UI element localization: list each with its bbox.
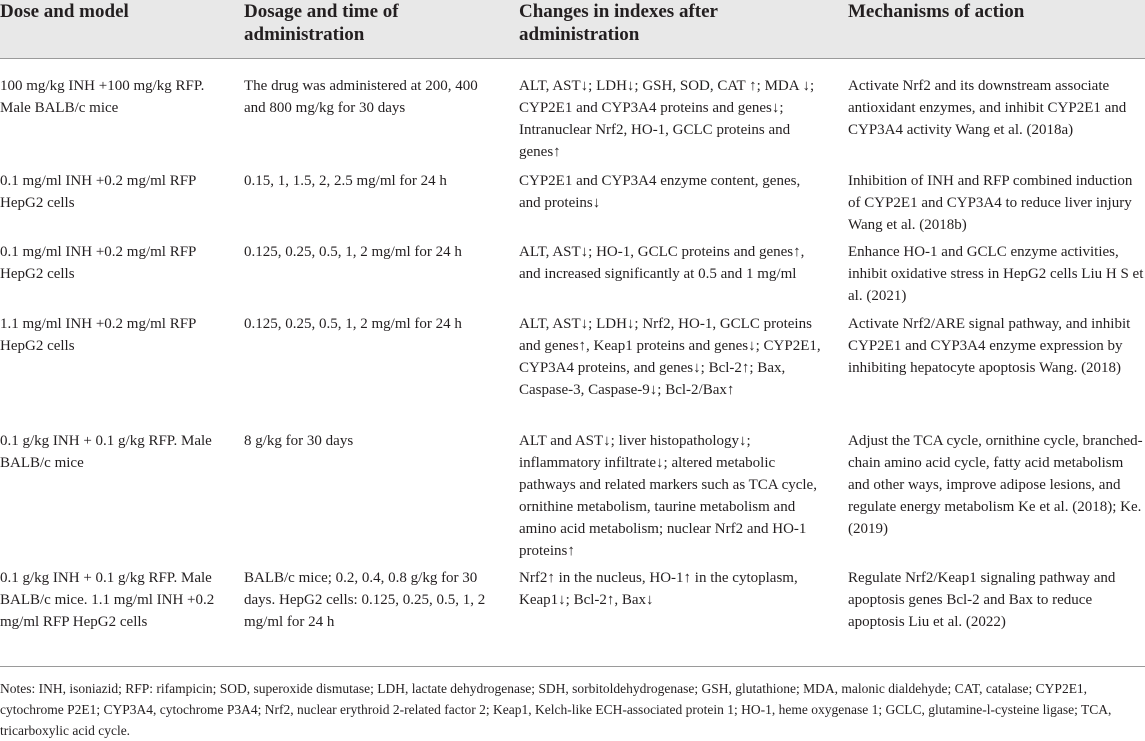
table-cell-dose-model: 0.1 mg/ml INH +0.2 mg/ml RFP HepG2 cells [0,173,196,211]
table-cell-dosage-time: 0.125, 0.25, 0.5, 1, 2 mg/ml for 24 h [244,244,462,260]
table-cell-dosage-time: BALB/c mice; 0.2, 0.4, 0.8 g/kg for 30 days. HepG2 cells: 0.125, 0.25, 0.5, 1, 2 mg/ml for 24 h [244,570,486,630]
table-cell-dosage-time: 0.15, 1, 1.5, 2, 2.5 mg/ml for 24 h [244,173,447,189]
header-dose-model: Dose and model [0,1,129,22]
table-cell-changes: ALT, AST↓; LDH↓; Nrf2, HO-1, GCLC proteins and genes↑, Keap1 proteins and genes↓; CYP2E1, CYP3A4 proteins, and genes↓; Bcl-2↑; Bax, Caspase-3, Caspase-9↓; Bcl-2/Bax↑ [519,316,821,398]
table-cell-mechanism: Regulate Nrf2/Keap1 signaling pathway and apoptosis genes Bcl-2 and Bax to reduce apoptosis Liu et al. (2022) [848,570,1116,630]
table-cell-changes: ALT, AST↓; HO-1, GCLC proteins and genes↑, and increased significantly at 0.5 and 1 mg/ml [519,244,805,282]
table-cell-mechanism: Enhance HO-1 and GCLC enzyme activities, inhibit oxidative stress in HepG2 cells Liu H S et al. (2021) [848,244,1144,304]
table-cell-dose-model: 0.1 g/kg INH + 0.1 g/kg RFP. Male BALB/c mice [0,433,212,471]
table-cell-mechanism: Adjust the TCA cycle, ornithine cycle, branched-chain amino acid cycle, fatty acid metabolism and other ways, improve adipose lesions, and regulate energy metabolism Ke et al. (2018); Ke. (2019) [848,433,1143,537]
table-cell-dose-model: 1.1 mg/ml INH +0.2 mg/ml RFP HepG2 cells [0,316,196,354]
table-cell-dose-model: 100 mg/kg INH +100 mg/kg RFP. Male BALB/c mice [0,78,205,116]
table-cell-changes: CYP2E1 and CYP3A4 enzyme content, genes, and proteins↓ [519,173,801,211]
header-mechanism: Mechanisms of action [848,1,1025,22]
table-bottom-rule [0,666,1145,667]
table-cell-dosage-time: 8 g/kg for 30 days [244,433,354,449]
table-notes: Notes: INH, isoniazid; RFP: rifampicin; SOD, superoxide dismutase; LDH, lactate dehydrogenase; SDH, sorbitoldehydrogenase; GSH, glutathione; MDA, malonic dialdehyde; CAT, catalase; CYP2E1, cytochrome P2E1; CYP3A4, cytochrome P3A4; Nrf2, nuclear erythroid 2-related factor 2; Keap1, Kelch-like ECH-associated protein 1; HO-1, heme oxygenase 1; GCLC, glutamine-l-cysteine ligase; TCA, tricarboxylic acid cycle. [0,681,1112,738]
table-cell-dosage-time: 0.125, 0.25, 0.5, 1, 2 mg/ml for 24 h [244,316,462,332]
header-divider [0,58,1145,59]
table-cell-dose-model: 0.1 mg/ml INH +0.2 mg/ml RFP HepG2 cells [0,244,196,282]
table-cell-mechanism: Activate Nrf2/ARE signal pathway, and inhibit CYP2E1 and CYP3A4 enzyme expression by inhibiting hepatocyte apoptosis Wang. (2018) [848,316,1131,376]
table-cell-changes: ALT and AST↓; liver histopathology↓; inflammatory infiltrate↓; altered metabolic pathways and related markers such as TCA cycle, ornithine metabolism, taurine metabolism and amino acid metabolism; nuclear Nrf2 and HO-1 proteins↑ [519,433,817,559]
table-cell-mechanism: Inhibition of INH and RFP combined induction of CYP2E1 and CYP3A4 to reduce liver injury Wang et al. (2018b) [848,173,1133,233]
table-cell-mechanism: Activate Nrf2 and its downstream associate antioxidant enzymes, and inhibit CYP2E1 and CYP3A4 activity Wang et al. (2018a) [848,78,1127,138]
table-cell-changes: ALT, AST↓; LDH↓; GSH, SOD, CAT ↑; MDA ↓; CYP2E1 and CYP3A4 proteins and genes↓; Intranuclear Nrf2, HO-1, GCLC proteins and genes↑ [519,78,815,160]
table-cell-dosage-time: The drug was administered at 200, 400 and 800 mg/kg for 30 days [244,78,478,116]
table-cell-changes: Nrf2↑ in the nucleus, HO-1↑ in the cytoplasm, Keap1↓; Bcl-2↑, Bax↓ [519,570,798,608]
header-dosage-time: Dosage and time of administration [244,1,399,45]
header-changes: Changes in indexes after administration [519,1,718,45]
table-cell-dose-model: 0.1 g/kg INH + 0.1 g/kg RFP. Male BALB/c mice. 1.1 mg/ml INH +0.2 mg/ml RFP HepG2 cells [0,570,215,630]
